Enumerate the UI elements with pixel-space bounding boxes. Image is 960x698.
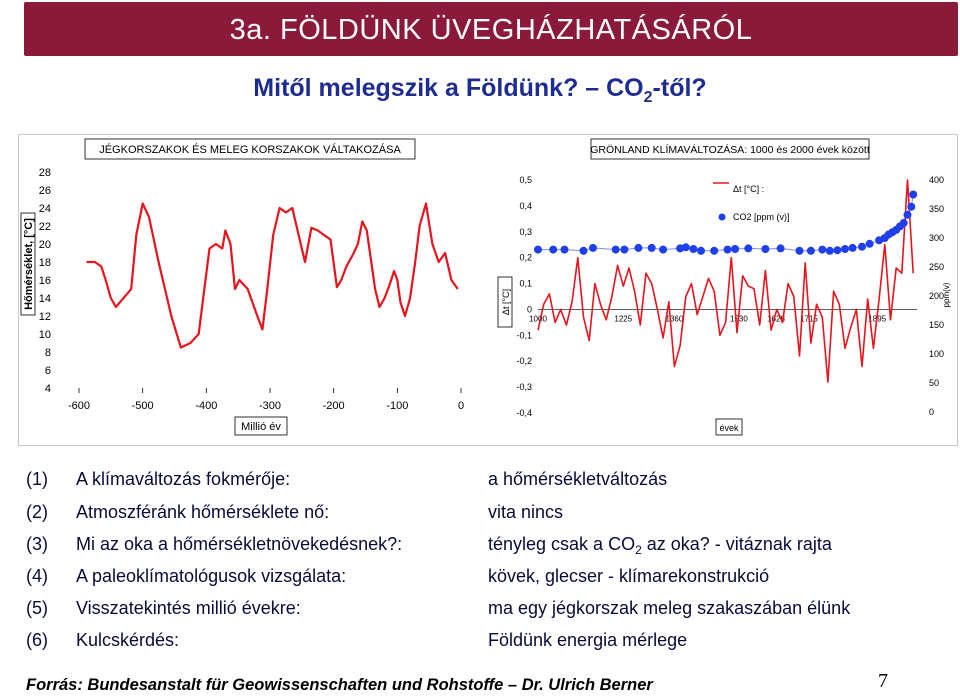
- qa-num: (4): [26, 566, 48, 586]
- chart1-ytick-label: 4: [44, 383, 51, 395]
- chart2-xlabel: évek: [719, 423, 739, 433]
- chart2-legend-co2-swatch: [719, 214, 726, 221]
- chart2-ytick-label: 0,4: [519, 200, 532, 211]
- chart2-co2-line: [538, 195, 913, 251]
- qa-answer: vita nincs: [488, 502, 564, 522]
- chart2-y2tick-label: 250: [929, 262, 945, 272]
- qa-row-2: [26, 502, 946, 534]
- chart1-ytick-label: 28: [38, 167, 51, 179]
- chart2-y2tick-label: 300: [929, 233, 945, 243]
- chart2-ytick-label: -0,3: [516, 382, 532, 393]
- chart2-co2-point: [833, 246, 841, 254]
- chart2-co2-point: [710, 247, 718, 255]
- chart2-co2-point: [724, 246, 732, 254]
- chart2-co2-point: [731, 245, 739, 253]
- chart1-ytick-label: 24: [38, 203, 51, 215]
- chart1-xtick-label: -200: [322, 400, 345, 412]
- chart2-y2tick-label: 350: [929, 204, 945, 214]
- chart2-co2-point: [849, 244, 857, 252]
- qa-row-6: [26, 630, 946, 662]
- chart2-co2-point: [589, 244, 597, 252]
- chart2-xtick-label: 1715: [800, 314, 818, 324]
- chart2-xtick-label: 1225: [614, 314, 633, 324]
- chart1-ytick-label: 20: [38, 239, 51, 251]
- chart1-ytick-label: 26: [38, 185, 51, 197]
- qa-answer: [488, 534, 832, 555]
- qa-question: A klímaváltozás fokmérője:: [76, 469, 291, 489]
- chart2-co2-point: [659, 246, 667, 254]
- chart2-ytick-label: 0,3: [519, 226, 532, 237]
- chart2-xtick-label: 1530: [729, 314, 748, 324]
- chart2-y2tick-label: 0: [929, 407, 935, 417]
- subtitle-main: Mitől melegszik a Földünk? – CO: [253, 74, 644, 102]
- qa-question: Atmoszféránk hőmérséklete nő:: [76, 502, 330, 522]
- chart2-co2-point: [907, 203, 915, 211]
- chart2-legend-co2: CO2 [ppm (v)]: [733, 212, 790, 222]
- chart2-co2-point: [612, 246, 620, 254]
- qa-answer-sub: 2: [635, 543, 642, 557]
- chart2-ytick-label: -0,2: [516, 356, 532, 367]
- chart1-xlabel: Millió év: [241, 421, 281, 433]
- chart1-ytick-label: 10: [38, 329, 51, 341]
- qa-num: (6): [26, 630, 48, 650]
- chart2-co2-point: [826, 247, 834, 255]
- chart2-co2-point: [697, 247, 705, 255]
- chart2-co2-point: [858, 243, 866, 251]
- page-number: 7: [878, 670, 888, 692]
- chart2-ytick-label: 0,2: [519, 252, 532, 263]
- charts-svg: [19, 135, 957, 445]
- chart2-co2-point: [841, 245, 849, 253]
- chart1-xtick-label: -400: [195, 400, 218, 412]
- chart1-ytick-label: 16: [38, 275, 51, 287]
- chart2-ytick-label: -0,1: [516, 330, 532, 341]
- chart2-co2-point: [648, 244, 656, 252]
- chart2-co2-point: [744, 244, 752, 252]
- chart2-temperature-line: [538, 180, 913, 382]
- chart1-xtick-label: -300: [258, 400, 282, 412]
- qa-answer: ma egy jégkorszak meleg szakaszában élünk: [488, 598, 851, 618]
- chart2-co2-point: [904, 211, 912, 219]
- qa-row-5: [26, 598, 946, 630]
- chart2-co2-point: [634, 244, 642, 252]
- chart1-ytick-label: 6: [44, 365, 51, 377]
- qa-question: A paleoklímatológusok vizsgálata:: [76, 566, 347, 586]
- qa-num: (3): [26, 534, 48, 554]
- chart2-co2-point: [900, 219, 908, 227]
- chart2-co2-point: [620, 246, 628, 254]
- charts-panel: [18, 134, 958, 446]
- chart2-co2-point: [807, 247, 815, 255]
- chart2-co2-point: [866, 240, 874, 248]
- chart2-y2tick-label: 100: [929, 349, 945, 359]
- qa-answer-pre: tényleg csak a CO: [488, 534, 636, 554]
- qa-answer: kövek, glecser - klímarekonstrukció: [488, 566, 770, 586]
- qa-num: (2): [26, 502, 48, 522]
- chart1-xtick-label: 0: [457, 400, 465, 412]
- chart2-y2tick-label: 400: [929, 175, 945, 185]
- chart2-co2-point: [549, 246, 557, 254]
- chart2-xtick-label: 1895: [868, 314, 887, 324]
- slide-subtitle: [0, 74, 960, 106]
- chart1-xtick-label: -100: [386, 400, 409, 412]
- chart1-temperature-line: [87, 204, 458, 348]
- chart2-co2-point: [818, 246, 826, 254]
- chart2-y2label: ppm(v): [942, 282, 951, 308]
- qa-num: (1): [26, 469, 48, 489]
- qa-row-3: [26, 534, 946, 566]
- chart1-ytick-label: 12: [38, 311, 51, 323]
- chart1-title: JÉGKORSZAKOK ÉS MELEG KORSZAKOK VÁLTAKOZÁSA: [99, 144, 401, 156]
- chart1-xtick-label: -600: [67, 400, 91, 412]
- chart2-co2-point: [796, 247, 804, 255]
- subtitle-end: -től?: [652, 74, 707, 102]
- chart1-ytick-label: 18: [38, 257, 51, 269]
- chart2-ytick-label: 0,1: [519, 278, 532, 289]
- chart2-co2-point: [561, 246, 569, 254]
- chart1-xtick-label: -500: [131, 400, 154, 412]
- chart2-y2tick-label: 50: [929, 378, 940, 388]
- chart2-co2-point: [580, 247, 588, 255]
- chart2-co2-point: [909, 191, 917, 199]
- qa-question: Mi az oka a hőmérsékletnövekedésnek?:: [76, 534, 403, 554]
- qa-answer: Földünk energia mérlege: [488, 630, 688, 650]
- chart1-ytick-label: 14: [38, 293, 51, 305]
- chart2-ytick-label: -0,4: [516, 408, 532, 418]
- chart1-ylabel: Hőmérséklet, [°C]: [23, 218, 35, 310]
- chart2-ytick-label: 0,5: [519, 175, 532, 185]
- qa-num: (5): [26, 598, 48, 618]
- qa-row-4: [26, 566, 946, 598]
- qa-question: Kulcskérdés:: [76, 630, 180, 650]
- qa-answer-post: az oka? - vitáznak rajta: [641, 534, 832, 554]
- chart2-co2-point: [761, 245, 769, 253]
- chart2-xtick-label: 1360: [665, 314, 684, 324]
- qa-answer: a hőmérsékletváltozás: [488, 469, 668, 489]
- chart1-ytick-label: 22: [38, 221, 51, 233]
- chart2-y2tick-label: 200: [929, 291, 945, 301]
- chart2-co2-point: [689, 245, 697, 253]
- chart2-co2-point: [777, 244, 785, 252]
- chart2-co2-point: [534, 246, 542, 254]
- chart2-y2tick-label: 150: [929, 320, 945, 330]
- chart2-xtick-label: 1000: [529, 314, 547, 324]
- chart2-legend-temp: Δt [°C] :: [733, 184, 765, 194]
- chart2-xtick-label: 1628: [767, 314, 785, 324]
- chart2-ytick-label: 0: [526, 304, 532, 315]
- chart1-ytick-label: 8: [44, 347, 51, 359]
- slide-title: 3a. FÖLDÜNK ÜVEGHÁZHATÁSÁRÓL: [229, 14, 753, 46]
- chart2-ylabel: Δt [°C]: [501, 288, 511, 316]
- chart2-co2-point: [682, 243, 690, 251]
- chart2-title: GRÖNLAND KLÍMAVÁLTOZÁSA: 1000 és 2000 évek között: [590, 144, 870, 156]
- subtitle-subscript: 2: [643, 89, 653, 106]
- qa-row-1: [26, 469, 946, 501]
- source-note: Forrás: Bundesanstalt für Geowissenschaften und Rohstoffe – Dr. Ulrich Berner: [26, 676, 653, 694]
- qa-question: Visszatekintés millió évekre:: [76, 598, 301, 618]
